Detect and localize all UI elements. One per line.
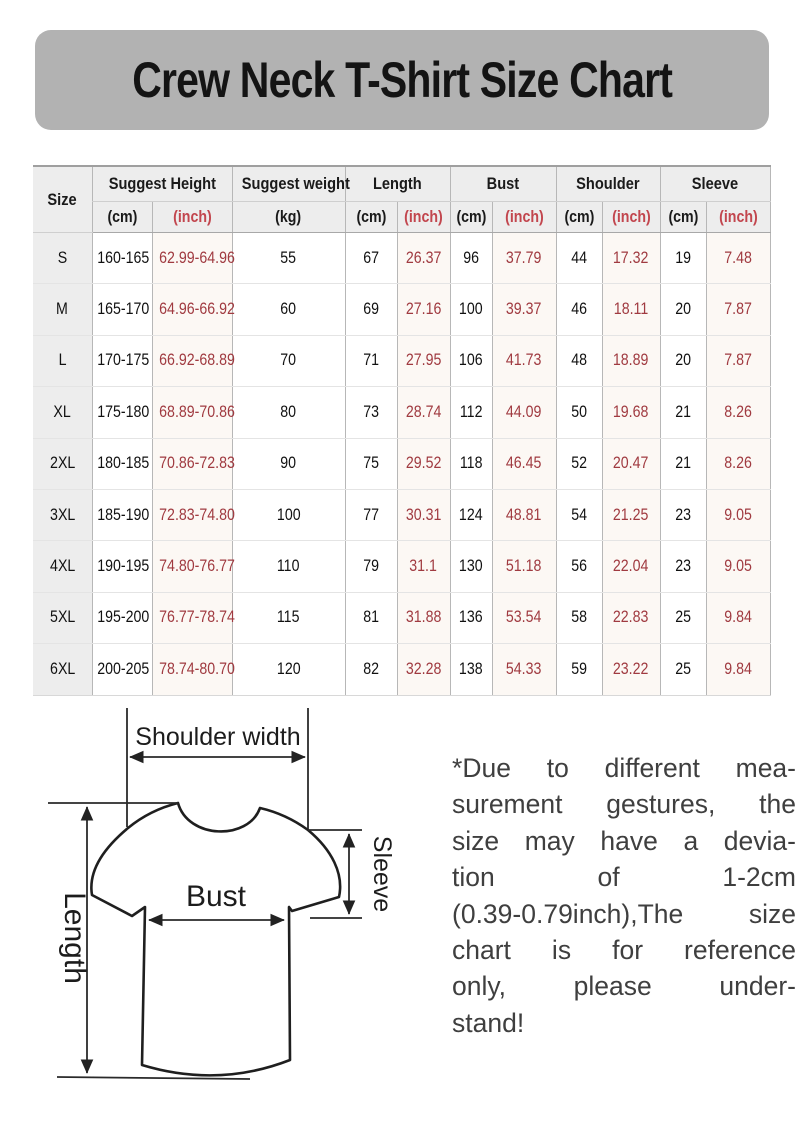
value-cell-text: 53.54 bbox=[506, 608, 542, 627]
table-row bbox=[33, 387, 770, 438]
value-cell bbox=[660, 489, 706, 540]
value-cell bbox=[556, 233, 602, 284]
value-cell-text: 23 bbox=[675, 505, 691, 524]
value-cell bbox=[397, 489, 450, 540]
value-cell-text: 71 bbox=[363, 351, 379, 370]
value-cell bbox=[92, 644, 152, 695]
value-cell-text: 9.84 bbox=[724, 659, 752, 678]
length-label: Length bbox=[58, 892, 91, 984]
value-cell bbox=[397, 541, 450, 592]
unit-header-text: (cm) bbox=[456, 207, 486, 226]
size-table-wrap bbox=[33, 165, 772, 696]
value-cell bbox=[660, 335, 706, 386]
value-cell bbox=[397, 335, 450, 386]
value-cell bbox=[152, 335, 235, 386]
column-header-shoulder bbox=[556, 166, 660, 202]
value-cell bbox=[232, 233, 345, 284]
size-cell-text: 6XL bbox=[49, 659, 75, 678]
value-cell bbox=[450, 592, 492, 643]
sleeve-label: Sleeve bbox=[368, 835, 396, 913]
value-cell-text: 59 bbox=[571, 659, 587, 678]
unit-header-text: (inch) bbox=[404, 207, 443, 226]
size-cell bbox=[33, 592, 92, 643]
column-header-suggest-weight bbox=[232, 166, 350, 202]
table-row bbox=[33, 284, 770, 335]
value-cell bbox=[152, 541, 235, 592]
value-cell-text: 62.99-64.96 bbox=[158, 248, 235, 267]
value-cell-text: 100 bbox=[276, 505, 301, 524]
unit-header bbox=[556, 202, 602, 233]
value-cell bbox=[152, 387, 235, 438]
value-cell-text: 21.25 bbox=[613, 505, 649, 524]
value-cell-text: 22.04 bbox=[613, 557, 649, 576]
value-cell-text: 175-180 bbox=[96, 402, 149, 421]
tshirt-outline bbox=[91, 803, 340, 1075]
value-cell bbox=[706, 335, 770, 386]
value-cell bbox=[345, 233, 397, 284]
value-cell bbox=[556, 644, 602, 695]
value-cell-text: 120 bbox=[276, 659, 301, 678]
column-header-bust-text: Bust bbox=[486, 174, 520, 193]
unit-header-text: (kg) bbox=[275, 207, 302, 226]
value-cell-text: 20.47 bbox=[613, 454, 649, 473]
value-cell-text: 170-175 bbox=[96, 351, 149, 370]
value-cell-text: 44.09 bbox=[506, 402, 542, 421]
value-cell bbox=[492, 335, 556, 386]
value-cell bbox=[152, 644, 235, 695]
value-cell bbox=[345, 644, 397, 695]
unit-header bbox=[706, 202, 770, 233]
value-cell-text: 80 bbox=[280, 402, 297, 421]
value-cell-text: 9.05 bbox=[724, 557, 752, 576]
value-cell-text: 19.68 bbox=[613, 402, 649, 421]
value-cell bbox=[450, 387, 492, 438]
header-group-row bbox=[33, 166, 770, 202]
unit-header-text: (cm) bbox=[356, 207, 386, 226]
table-row bbox=[33, 489, 770, 540]
value-cell bbox=[232, 387, 345, 438]
value-cell bbox=[556, 438, 602, 489]
value-cell-text: 54.33 bbox=[506, 659, 542, 678]
unit-header-text: (inch) bbox=[718, 207, 758, 226]
value-cell bbox=[706, 541, 770, 592]
shoulder-width-label: Shoulder width bbox=[135, 723, 301, 751]
value-cell-text: 41.73 bbox=[506, 351, 542, 370]
value-cell bbox=[450, 541, 492, 592]
table-row bbox=[33, 592, 770, 643]
value-cell-text: 130 bbox=[459, 557, 483, 576]
size-table bbox=[33, 165, 771, 696]
table-row bbox=[33, 438, 770, 489]
value-cell-text: 31.1 bbox=[409, 557, 438, 576]
value-cell-text: 32.28 bbox=[405, 659, 442, 678]
value-cell bbox=[492, 489, 556, 540]
size-cell bbox=[33, 233, 92, 284]
value-cell bbox=[152, 233, 235, 284]
value-cell-text: 124 bbox=[459, 505, 483, 524]
value-cell bbox=[492, 592, 556, 643]
value-cell-text: 51.18 bbox=[506, 557, 542, 576]
value-cell-text: 20 bbox=[675, 351, 691, 370]
value-cell bbox=[92, 438, 152, 489]
value-cell bbox=[450, 489, 492, 540]
value-cell-text: 118 bbox=[459, 454, 483, 473]
value-cell bbox=[706, 644, 770, 695]
value-cell bbox=[450, 233, 492, 284]
value-cell bbox=[450, 438, 492, 489]
value-cell-text: 23 bbox=[675, 557, 691, 576]
value-cell bbox=[92, 233, 152, 284]
value-cell-text: 7.87 bbox=[724, 351, 752, 370]
note-line: only, please under- bbox=[452, 971, 796, 1002]
value-cell bbox=[232, 592, 345, 643]
value-cell-text: 28.74 bbox=[405, 402, 442, 421]
unit-header-text: (inch) bbox=[504, 207, 544, 226]
value-cell-text: 19 bbox=[675, 248, 691, 267]
value-cell-text: 9.84 bbox=[724, 608, 752, 627]
measurement-note bbox=[452, 750, 796, 1041]
value-cell-text: 7.48 bbox=[724, 248, 752, 267]
value-cell-text: 21 bbox=[675, 402, 691, 421]
unit-header-text: (inch) bbox=[172, 207, 212, 226]
size-cell-text: 3XL bbox=[49, 505, 75, 524]
value-cell bbox=[602, 284, 660, 335]
value-cell bbox=[660, 592, 706, 643]
value-cell bbox=[345, 438, 397, 489]
value-cell bbox=[556, 284, 602, 335]
value-cell bbox=[556, 541, 602, 592]
column-header-size-text: Size bbox=[47, 189, 77, 209]
unit-header bbox=[492, 202, 556, 233]
value-cell bbox=[706, 489, 770, 540]
value-cell bbox=[232, 438, 345, 489]
value-cell bbox=[660, 541, 706, 592]
note-line: surement gestures, the bbox=[452, 789, 796, 820]
bust-label: Bust bbox=[185, 880, 247, 913]
value-cell-text: 160-165 bbox=[96, 248, 149, 267]
size-table-head bbox=[33, 166, 770, 233]
value-cell bbox=[706, 233, 770, 284]
value-cell-text: 90 bbox=[280, 454, 297, 473]
value-cell bbox=[345, 387, 397, 438]
value-cell bbox=[706, 592, 770, 643]
value-cell-text: 96 bbox=[463, 248, 479, 267]
value-cell-text: 25 bbox=[675, 608, 691, 627]
value-cell-text: 37.79 bbox=[506, 248, 542, 267]
note-line: *Due to different mea- bbox=[452, 753, 796, 783]
value-cell bbox=[397, 592, 450, 643]
value-cell-text: 31.88 bbox=[405, 608, 442, 627]
value-cell bbox=[92, 387, 152, 438]
value-cell bbox=[660, 233, 706, 284]
unit-header-text: (cm) bbox=[564, 207, 594, 226]
unit-header bbox=[345, 202, 397, 233]
unit-header-text: (cm) bbox=[107, 207, 137, 226]
value-cell bbox=[660, 644, 706, 695]
value-cell bbox=[232, 335, 345, 386]
value-cell-text: 22.83 bbox=[613, 608, 649, 627]
value-cell bbox=[345, 489, 397, 540]
value-cell bbox=[492, 644, 556, 695]
value-cell-text: 48.81 bbox=[506, 505, 542, 524]
value-cell-text: 79 bbox=[363, 557, 379, 576]
value-cell-text: 78.74-80.70 bbox=[158, 659, 235, 678]
value-cell-text: 81 bbox=[363, 608, 379, 627]
size-cell-text: M bbox=[56, 300, 69, 319]
value-cell bbox=[397, 284, 450, 335]
value-cell bbox=[556, 489, 602, 540]
value-cell bbox=[602, 438, 660, 489]
value-cell-text: 56 bbox=[571, 557, 587, 576]
note-line: chart is for reference bbox=[452, 935, 796, 966]
table-row bbox=[33, 233, 770, 284]
value-cell-text: 66.92-68.89 bbox=[158, 351, 235, 370]
page-title: Crew Neck T-Shirt Size Chart bbox=[132, 52, 672, 108]
note-line: (0.39-0.79inch),The size bbox=[452, 898, 796, 929]
value-cell bbox=[152, 438, 235, 489]
value-cell bbox=[152, 489, 235, 540]
value-cell-text: 74.80-76.77 bbox=[158, 557, 235, 576]
value-cell-text: 30.31 bbox=[405, 505, 442, 524]
table-row bbox=[33, 335, 770, 386]
value-cell bbox=[492, 233, 556, 284]
unit-header bbox=[602, 202, 660, 233]
value-cell bbox=[602, 387, 660, 438]
value-cell bbox=[92, 284, 152, 335]
size-cell bbox=[33, 644, 92, 695]
value-cell-text: 70 bbox=[280, 351, 297, 370]
unit-header-text: (cm) bbox=[668, 207, 699, 226]
size-table-body bbox=[33, 233, 770, 696]
value-cell-text: 29.52 bbox=[405, 454, 442, 473]
value-cell-text: 68.89-70.86 bbox=[158, 402, 235, 421]
value-cell-text: 25 bbox=[675, 659, 691, 678]
value-cell-text: 54 bbox=[571, 505, 587, 524]
size-cell-text: L bbox=[58, 351, 67, 370]
unit-header bbox=[152, 202, 232, 233]
value-cell-text: 39.37 bbox=[506, 300, 542, 319]
value-cell-text: 138 bbox=[459, 659, 483, 678]
value-cell-text: 7.87 bbox=[724, 300, 752, 319]
value-cell bbox=[397, 644, 450, 695]
value-cell bbox=[706, 284, 770, 335]
value-cell bbox=[450, 335, 492, 386]
size-cell-text: 4XL bbox=[49, 557, 75, 576]
value-cell-text: 77 bbox=[363, 505, 379, 524]
value-cell bbox=[152, 592, 235, 643]
column-header-bust bbox=[450, 166, 556, 202]
value-cell bbox=[450, 284, 492, 335]
value-cell bbox=[556, 335, 602, 386]
value-cell bbox=[92, 592, 152, 643]
value-cell-text: 106 bbox=[459, 351, 483, 370]
column-header-length bbox=[345, 166, 450, 202]
value-cell bbox=[602, 541, 660, 592]
unit-header bbox=[92, 202, 152, 233]
value-cell bbox=[397, 233, 450, 284]
value-cell bbox=[232, 489, 345, 540]
value-cell bbox=[232, 284, 345, 335]
size-cell bbox=[33, 541, 92, 592]
value-cell-text: 27.16 bbox=[405, 300, 442, 319]
value-cell-text: 75 bbox=[363, 454, 379, 473]
size-cell bbox=[33, 438, 92, 489]
value-cell-text: 27.95 bbox=[405, 351, 442, 370]
value-cell bbox=[492, 438, 556, 489]
note-line: tion of 1-2cm bbox=[452, 862, 796, 893]
value-cell-text: 200-205 bbox=[96, 659, 149, 678]
value-cell-text: 52 bbox=[571, 454, 587, 473]
value-cell-text: 185-190 bbox=[96, 505, 149, 524]
value-cell-text: 18.11 bbox=[613, 300, 649, 319]
value-cell bbox=[660, 387, 706, 438]
size-cell-text: S bbox=[57, 248, 67, 267]
value-cell-text: 70.86-72.83 bbox=[158, 454, 235, 473]
note-line: stand! bbox=[452, 1007, 525, 1038]
value-cell-text: 8.26 bbox=[724, 454, 752, 473]
value-cell bbox=[397, 387, 450, 438]
value-cell bbox=[602, 233, 660, 284]
value-cell-text: 58 bbox=[571, 608, 587, 627]
unit-header bbox=[232, 202, 345, 233]
unit-header bbox=[660, 202, 706, 233]
value-cell-text: 76.77-78.74 bbox=[158, 608, 235, 627]
value-cell bbox=[345, 592, 397, 643]
value-cell bbox=[345, 335, 397, 386]
size-cell bbox=[33, 335, 92, 386]
value-cell-text: 9.05 bbox=[724, 505, 752, 524]
column-header-suggest-height bbox=[92, 166, 232, 202]
value-cell-text: 55 bbox=[280, 248, 297, 267]
value-cell-text: 23.22 bbox=[613, 659, 649, 678]
value-cell bbox=[660, 284, 706, 335]
value-cell-text: 190-195 bbox=[96, 557, 149, 576]
value-cell bbox=[152, 284, 235, 335]
column-header-sleeve bbox=[660, 166, 770, 202]
value-cell-text: 20 bbox=[675, 300, 691, 319]
value-cell-text: 73 bbox=[363, 402, 379, 421]
title-banner bbox=[35, 30, 769, 130]
value-cell-text: 195-200 bbox=[96, 608, 149, 627]
value-cell bbox=[706, 387, 770, 438]
column-header-size bbox=[33, 166, 92, 233]
value-cell-text: 44 bbox=[571, 248, 587, 267]
column-header-length-text: Length bbox=[373, 174, 422, 193]
size-cell-text: 5XL bbox=[49, 608, 75, 627]
value-cell bbox=[602, 592, 660, 643]
value-cell-text: 50 bbox=[571, 402, 587, 421]
value-cell-text: 110 bbox=[277, 557, 300, 576]
value-cell bbox=[92, 335, 152, 386]
size-cell-text: 2XL bbox=[49, 454, 75, 473]
column-header-sleeve-text: Sleeve bbox=[691, 174, 739, 193]
value-cell-text: 8.26 bbox=[724, 402, 752, 421]
value-cell bbox=[602, 644, 660, 695]
value-cell bbox=[397, 438, 450, 489]
value-cell-text: 60 bbox=[280, 300, 297, 319]
value-cell-text: 21 bbox=[675, 454, 691, 473]
value-cell-text: 115 bbox=[277, 608, 300, 627]
column-header-suggest-weight-text: Suggest weight bbox=[241, 174, 350, 193]
value-cell bbox=[450, 644, 492, 695]
value-cell-text: 67 bbox=[363, 248, 379, 267]
size-cell bbox=[33, 489, 92, 540]
tshirt-measurement-diagram bbox=[22, 698, 437, 1122]
size-cell bbox=[33, 387, 92, 438]
value-cell bbox=[345, 284, 397, 335]
size-cell bbox=[33, 284, 92, 335]
size-cell-text: XL bbox=[53, 402, 71, 421]
value-cell-text: 69 bbox=[363, 300, 379, 319]
note-line: size may have a devia- bbox=[452, 825, 796, 856]
value-cell-text: 165-170 bbox=[96, 300, 149, 319]
unit-header bbox=[397, 202, 450, 233]
value-cell-text: 180-185 bbox=[96, 454, 149, 473]
value-cell-text: 26.37 bbox=[405, 248, 442, 267]
value-cell-text: 17.32 bbox=[613, 248, 649, 267]
value-cell bbox=[492, 541, 556, 592]
header-unit-row bbox=[33, 202, 770, 233]
value-cell bbox=[232, 644, 345, 695]
value-cell bbox=[492, 284, 556, 335]
value-cell-text: 100 bbox=[459, 300, 483, 319]
value-cell bbox=[602, 335, 660, 386]
value-cell bbox=[232, 541, 345, 592]
value-cell bbox=[345, 541, 397, 592]
column-header-suggest-height-text: Suggest Height bbox=[108, 174, 216, 193]
value-cell-text: 112 bbox=[459, 402, 483, 421]
value-cell-text: 46.45 bbox=[506, 454, 542, 473]
value-cell-text: 136 bbox=[459, 608, 483, 627]
table-row bbox=[33, 541, 770, 592]
value-cell-text: 18.89 bbox=[613, 351, 649, 370]
value-cell-text: 46 bbox=[571, 300, 587, 319]
value-cell bbox=[660, 438, 706, 489]
value-cell bbox=[92, 489, 152, 540]
value-cell bbox=[602, 489, 660, 540]
value-cell bbox=[92, 541, 152, 592]
value-cell-text: 72.83-74.80 bbox=[158, 505, 235, 524]
value-cell bbox=[706, 438, 770, 489]
value-cell bbox=[556, 387, 602, 438]
table-row bbox=[33, 644, 770, 695]
value-cell bbox=[492, 387, 556, 438]
value-cell-text: 64.96-66.92 bbox=[158, 300, 235, 319]
value-cell-text: 48 bbox=[571, 351, 587, 370]
column-header-shoulder-text: Shoulder bbox=[576, 174, 640, 193]
unit-header bbox=[450, 202, 492, 233]
unit-header-text: (inch) bbox=[611, 207, 651, 226]
value-cell-text: 82 bbox=[363, 659, 379, 678]
value-cell bbox=[556, 592, 602, 643]
